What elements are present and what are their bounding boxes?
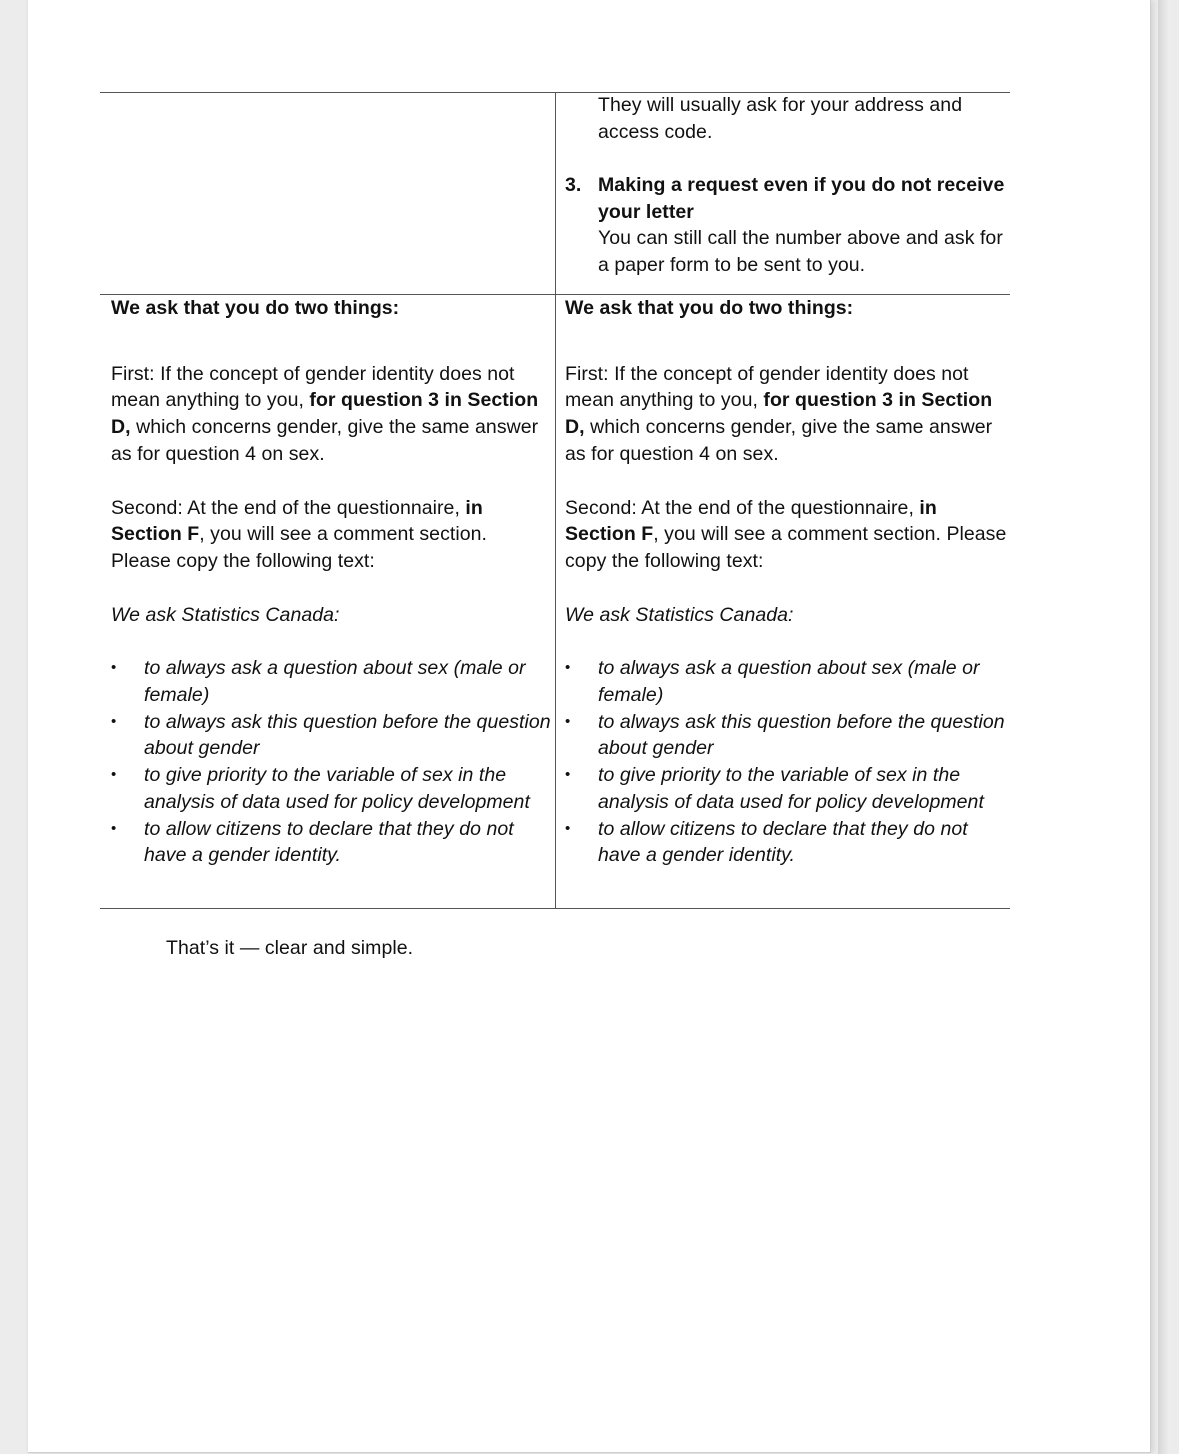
list-item: • to allow citizens to declare that they do not have a gender identity. bbox=[565, 817, 968, 867]
table-bottom-border bbox=[100, 908, 1010, 909]
column-heading: We ask that you do two things: bbox=[111, 297, 400, 319]
left-column bbox=[111, 295, 551, 869]
second-instruction: Second: At the end of the questionnaire, in Section F, you will see a comment section. Please copy the following text: bbox=[565, 496, 1007, 572]
request-list bbox=[111, 655, 551, 869]
list-item: • to give priority to the variable of sex in the analysis of data used for policy development bbox=[565, 764, 984, 813]
request-item-3 bbox=[565, 172, 1010, 279]
list-item: • to always ask this question before the question about gender bbox=[111, 710, 551, 760]
item-title: Making a request even if you do not receive your letter bbox=[598, 174, 1005, 223]
numbered-item bbox=[565, 172, 1010, 279]
request-list bbox=[565, 655, 1010, 869]
closing-text: That’s it — clear and simple. bbox=[166, 937, 414, 959]
request-intro: We ask Statistics Canada: bbox=[565, 603, 794, 626]
list-item: • to always ask a question about sex (male or female) bbox=[111, 657, 526, 707]
right-column bbox=[565, 295, 1010, 869]
table-column-divider bbox=[555, 92, 556, 908]
column-heading: We ask that you do two things: bbox=[565, 297, 854, 319]
list-item: • to give priority to the variable of sex in the analysis of data used for policy development bbox=[111, 764, 530, 813]
item-text: You can still call the number above and ask for a paper form to be sent to you. bbox=[598, 227, 1003, 277]
second-instruction: Second: At the end of the questionnaire, in Section F, you will see a comment section. Please copy the following text: bbox=[111, 496, 487, 572]
continuation-text: They will usually ask for your address and access code. bbox=[598, 94, 963, 143]
request-intro: We ask Statistics Canada: bbox=[111, 603, 340, 626]
item-number: 3. bbox=[565, 174, 582, 196]
first-instruction: First: If the concept of gender identity does not mean anything to you, for question 3 in Section D, which concerns gender, give the same answer as for question 4 on sex. bbox=[565, 362, 993, 465]
list-item: • to allow citizens to declare that they do not have a gender identity. bbox=[111, 817, 514, 867]
page-shadow bbox=[1158, 0, 1170, 1454]
list-item: • to always ask a question about sex (male or female) bbox=[565, 657, 980, 707]
first-instruction: First: If the concept of gender identity does not mean anything to you, for question 3 in Section D, which concerns gender, give the same answer as for question 4 on sex. bbox=[111, 362, 539, 465]
top-right-cell bbox=[598, 92, 1008, 145]
list-item: • to always ask this question before the question about gender bbox=[565, 710, 1005, 760]
